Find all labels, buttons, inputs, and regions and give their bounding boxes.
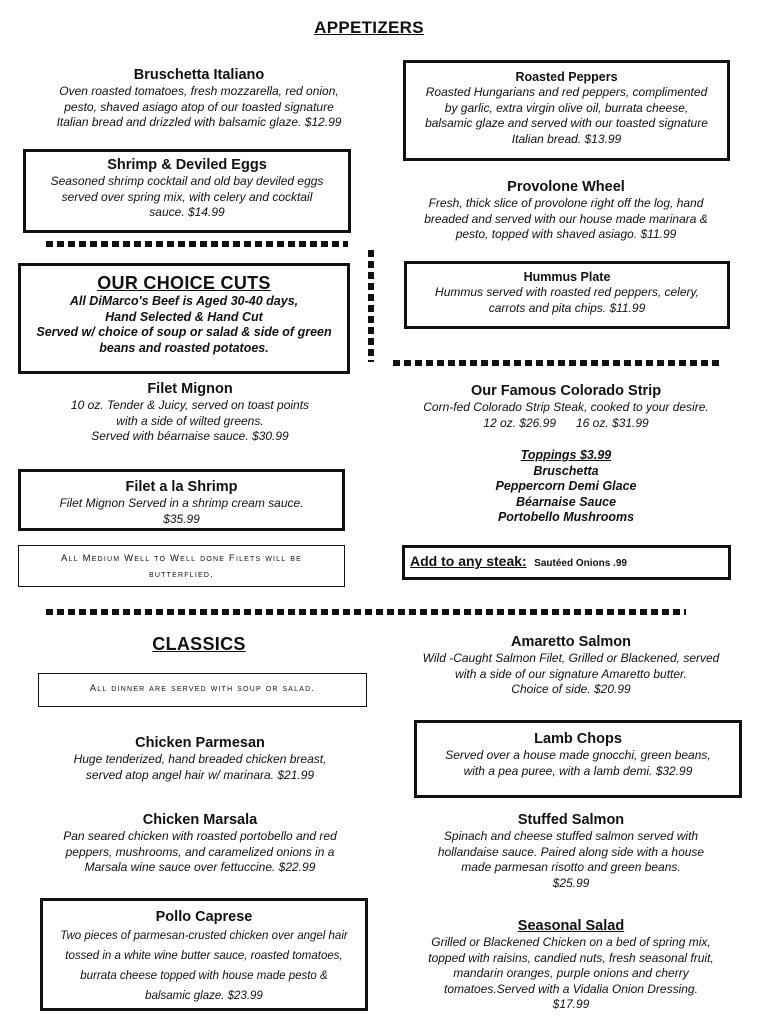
filet-title: Filet Mignon — [147, 381, 233, 397]
hummus-desc-2: carrots and pita chips. $11.99 — [488, 300, 646, 315]
strip-desc-2: 12 oz. $26.99 16 oz. $31.99 — [483, 415, 649, 430]
choice-cuts-line-2: Hand Selected & Hand Cut — [105, 309, 263, 324]
shrimp-eggs-desc-2: served over spring mix, with celery and cocktail — [61, 189, 313, 204]
pollo-item — [40, 909, 368, 1006]
divider-dashed-classics — [46, 609, 686, 615]
shrimp-eggs-title: Shrimp & Deviled Eggs — [107, 157, 267, 173]
marsala-desc-3: Marsala wine sauce over fettuccine. $22.99 — [84, 860, 316, 874]
choice-cuts-heading: OUR CHOICE CUTS — [97, 273, 271, 293]
provolone-title: Provolone Wheel — [507, 179, 625, 195]
bruschetta-desc-3: Italian bread and drizzled with balsamic glaze. $12.99 — [56, 115, 342, 129]
amaretto-desc-3: Choice of side. $20.99 — [511, 682, 631, 696]
filet-item — [10, 381, 370, 445]
bruschetta-desc-2: pesto, shaved asiago atop of our toasted signature — [64, 99, 334, 114]
appetizers-heading: APPETIZERS — [314, 18, 424, 37]
toppings-heading: Toppings $3.99 — [520, 448, 612, 462]
choice-cuts-line-1: All DiMarco's Beef is Aged 30-40 days, — [69, 294, 299, 308]
topping-item: Portobello Mushrooms — [497, 510, 635, 524]
roasted-peppers-title: Roasted Peppers — [515, 70, 618, 84]
lamb-desc-1: Served over a house made gnocchi, green beans, — [445, 748, 711, 762]
filet-shrimp-desc-1: Filet Mignon Served in a shrimp cream sauce. — [59, 496, 304, 510]
stuffed-desc-3: made parmesan risotto and green beans. — [461, 860, 681, 874]
shrimp-eggs-desc-3: sauce. $14.99 — [149, 205, 225, 219]
salad-desc-4: tomatoes.Served with a Vidalia Onion Dressing. — [444, 981, 698, 996]
filet-desc-1: 10 oz. Tender & Juicy, served on toast points — [70, 398, 310, 412]
provolone-desc-3: pesto, topped with shaved asiago. $11.99 — [455, 227, 677, 241]
strip-desc-1: Corn-fed Colorado Strip Steak, cooked to your desire. — [423, 400, 709, 414]
choice-cuts-line-3: Served w/ choice of soup or salad & side of green — [36, 325, 332, 339]
roasted-peppers-desc-2: by garlic, extra virgin olive oil, burrata cheese, — [444, 100, 689, 115]
pollo-desc-1: Two pieces of parmesan-crusted chicken over angel hair — [60, 930, 348, 942]
divider-dashed-left — [46, 241, 348, 247]
roasted-peppers-item — [403, 70, 730, 147]
filet-desc-2: with a side of wilted greens. — [116, 413, 264, 428]
topping-item: Peppercorn Demi Glace — [495, 479, 637, 493]
shrimp-eggs-item — [23, 157, 351, 221]
classics-heading: CLASSICS — [152, 634, 246, 654]
bruschetta-title: Bruschetta Italiano — [133, 67, 265, 83]
classics-note: All dinner are served with soup or salad. — [89, 683, 316, 694]
parmesan-desc-2: served atop angel hair w/ marinara. $21.99 — [85, 767, 315, 782]
provolone-desc-1: Fresh, thick slice of provolone right off the log, hand — [428, 196, 704, 210]
lamb-title: Lamb Chops — [534, 731, 622, 747]
lamb-desc-2: with a pea puree, with a lamb demi. $32.99 — [463, 763, 693, 778]
amaretto-title: Amaretto Salmon — [510, 634, 632, 650]
pollo-title: Pollo Caprese — [155, 909, 253, 925]
filet-desc-3: Served with béarnaise sauce. $30.99 — [91, 429, 289, 443]
bruschetta-item — [20, 67, 378, 131]
pollo-desc-2: tossed in a white wine butter sauce, roasted tomatoes, — [65, 950, 343, 962]
parmesan-item — [10, 735, 390, 783]
amaretto-desc-1: Wild -Caught Salmon Filet, Grilled or Blackened, served — [422, 651, 720, 665]
add-steak-label: Add to any steak: — [410, 553, 527, 569]
roasted-peppers-desc-4: Italian bread. $13.99 — [511, 131, 622, 146]
stuffed-desc-1: Spinach and cheese stuffed salmon served with — [443, 829, 699, 843]
shrimp-eggs-desc-1: Seasoned shrimp cocktail and old bay deviled eggs — [50, 174, 324, 188]
marsala-title: Chicken Marsala — [142, 812, 258, 828]
butterflied-note-line-2: butterflied. — [149, 569, 214, 580]
marsala-desc-1: Pan seared chicken with roasted portobello and red — [63, 829, 337, 843]
pollo-desc-3: burrata cheese topped with house made pesto & — [80, 970, 328, 982]
choice-cuts-header — [18, 273, 350, 356]
roasted-peppers-desc-3: balsamic glaze and served with our toasted signature — [425, 116, 708, 130]
provolone-item — [390, 179, 742, 243]
add-steak-line — [410, 553, 725, 571]
butterflied-note — [18, 551, 345, 583]
hummus-desc-1: Hummus served with roasted red peppers, celery, — [435, 285, 699, 299]
marsala-desc-2: peppers, mushrooms, and caramelized onions in a — [65, 844, 335, 859]
marsala-item — [10, 812, 390, 876]
stuffed-title: Stuffed Salmon — [517, 812, 625, 828]
salad-desc-5: $17.99 — [552, 997, 590, 1011]
stuffed-desc-2: hollandaise sauce. Paired along side with a house — [437, 844, 705, 859]
stuffed-item — [390, 812, 752, 891]
strip-title: Our Famous Colorado Strip — [470, 383, 662, 399]
toppings-list — [390, 448, 742, 526]
add-steak-item: Sautéed Onions .99 — [534, 558, 627, 569]
filet-shrimp-desc-2: $35.99 — [163, 511, 200, 526]
pollo-desc-4: balsamic glaze. $23.99 — [145, 990, 263, 1002]
parmesan-title: Chicken Parmesan — [135, 735, 265, 751]
salad-desc-3: mandarin oranges, purple onions and cherry — [453, 966, 689, 980]
divider-dashed-vertical — [368, 250, 374, 362]
salad-title: Seasonal Salad — [517, 918, 625, 934]
strip-item — [390, 383, 742, 431]
filet-shrimp-title: Filet a la Shrimp — [125, 479, 238, 495]
butterflied-note-line-1: All Medium Well to Well done Filets will be — [61, 553, 302, 564]
provolone-desc-2: breaded and served with our house made marinara & — [424, 211, 708, 226]
choice-cuts-line-4: beans and roasted potatoes. — [99, 340, 269, 355]
salad-desc-2: topped with raisins, candied nuts, fresh seasonal fruit, — [428, 950, 714, 965]
lamb-item — [414, 731, 742, 779]
bruschetta-desc-1: Oven roasted tomatoes, fresh mozzarella, red onion, — [59, 84, 339, 98]
salad-item — [380, 918, 762, 1013]
topping-item: Béarnaise Sauce — [515, 494, 617, 509]
topping-item: Bruschetta — [533, 463, 599, 478]
parmesan-desc-1: Huge tenderized, hand breaded chicken breast, — [73, 752, 327, 766]
hummus-title: Hummus Plate — [523, 270, 611, 284]
stuffed-desc-4: $25.99 — [552, 875, 590, 890]
roasted-peppers-desc-1: Roasted Hungarians and red peppers, complimented — [425, 85, 708, 99]
hummus-item — [404, 270, 730, 316]
amaretto-item — [390, 634, 752, 698]
filet-shrimp-item — [18, 479, 345, 527]
salad-desc-1: Grilled or Blackened Chicken on a bed of spring mix, — [431, 935, 711, 949]
divider-dashed-right — [393, 360, 719, 366]
amaretto-desc-2: with a side of our signature Amaretto butter. — [455, 666, 687, 681]
